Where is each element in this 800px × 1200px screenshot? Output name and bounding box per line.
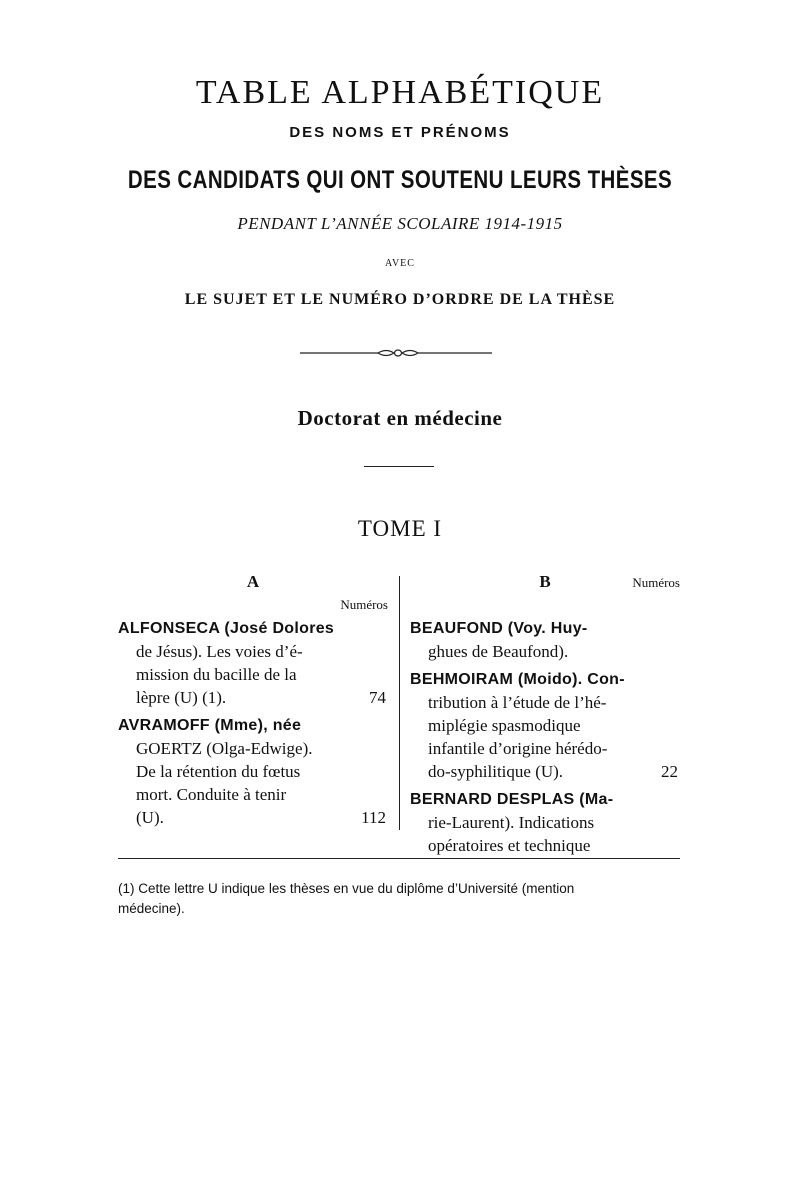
section-heading: Doctorat en médecine	[297, 406, 503, 430]
entry-text: tribution à l’étude de l’hé-	[428, 693, 607, 712]
footnote-line: médecine).	[118, 901, 185, 916]
subtitle-names: DES NOMS ET PRÉNOMS	[289, 124, 511, 141]
column-divider	[399, 576, 400, 830]
subtitle-avec: AVEC	[385, 258, 415, 269]
footnote	[118, 879, 688, 919]
letter-heading-b: B	[539, 572, 551, 591]
entry-text: infantile d’origine hérédo-	[428, 739, 608, 758]
entry-bernard-desplas	[410, 787, 680, 857]
entry-text: opératoires et technique	[428, 836, 591, 855]
entry-avramoff	[118, 713, 388, 829]
subtitle-year: PENDANT L’ANNÉE SCOLAIRE 1914-1915	[237, 214, 563, 233]
footnote-line: (1) Cette lettre U indique les thèses en vue du diplôme d’Université (mention	[118, 881, 575, 896]
column-left	[118, 570, 388, 833]
entry-text: GOERTZ (Olga-Edwige).	[136, 739, 313, 758]
entry-text: mission du bacille de la	[136, 665, 297, 684]
entry-text: ghues de Beaufond).	[428, 642, 569, 661]
tome-heading: TOME I	[357, 516, 443, 541]
entry-beaufond	[410, 616, 680, 663]
entry-number: 74	[369, 688, 386, 707]
entry-text: mort. Conduite à tenir	[136, 785, 287, 804]
entry-alfonseca	[118, 616, 388, 709]
numeros-header-left: Numéros	[340, 597, 388, 612]
entry-text: (U).	[136, 808, 164, 827]
letter-heading-a: A	[246, 572, 260, 591]
entry-text: rie-Laurent). Indications	[428, 813, 595, 832]
entry-name: BEAUFOND (Voy. Huy-	[410, 620, 588, 637]
entry-text: de Jésus). Les voies d’é-	[136, 642, 303, 661]
entry-text: lèpre (U) (1).	[136, 688, 227, 707]
short-rule	[364, 466, 434, 467]
column-right	[410, 570, 680, 861]
ornament-divider	[300, 346, 492, 360]
subtitle-subject: LE SUJET ET LE NUMÉRO D’ORDRE DE LA THÈSE	[184, 291, 616, 308]
entry-name: ALFONSECA (José Dolores	[118, 620, 335, 637]
entry-text: miplégie spasmodique	[428, 716, 581, 735]
entry-text: do-syphilitique (U).	[428, 762, 564, 781]
entry-name: BERNARD DESPLAS (Ma-	[410, 791, 614, 808]
entry-behmoiram	[410, 667, 680, 783]
page-title: TABLE ALPHABÉTIQUE	[195, 74, 605, 111]
entry-name: BEHMOIRAM (Moido). Con-	[410, 671, 625, 688]
entry-number: 22	[661, 762, 678, 781]
footnote-rule	[118, 858, 680, 859]
entry-number: 112	[361, 808, 386, 827]
numeros-header-right: Numéros	[632, 575, 680, 590]
entry-name: AVRAMOFF (Mme), née	[118, 717, 302, 734]
entry-text: De la rétention du fœtus	[136, 762, 301, 781]
subtitle-candidates: DES CANDIDATS QUI ONT SOUTENU LEURS THÈSES	[127, 166, 673, 194]
